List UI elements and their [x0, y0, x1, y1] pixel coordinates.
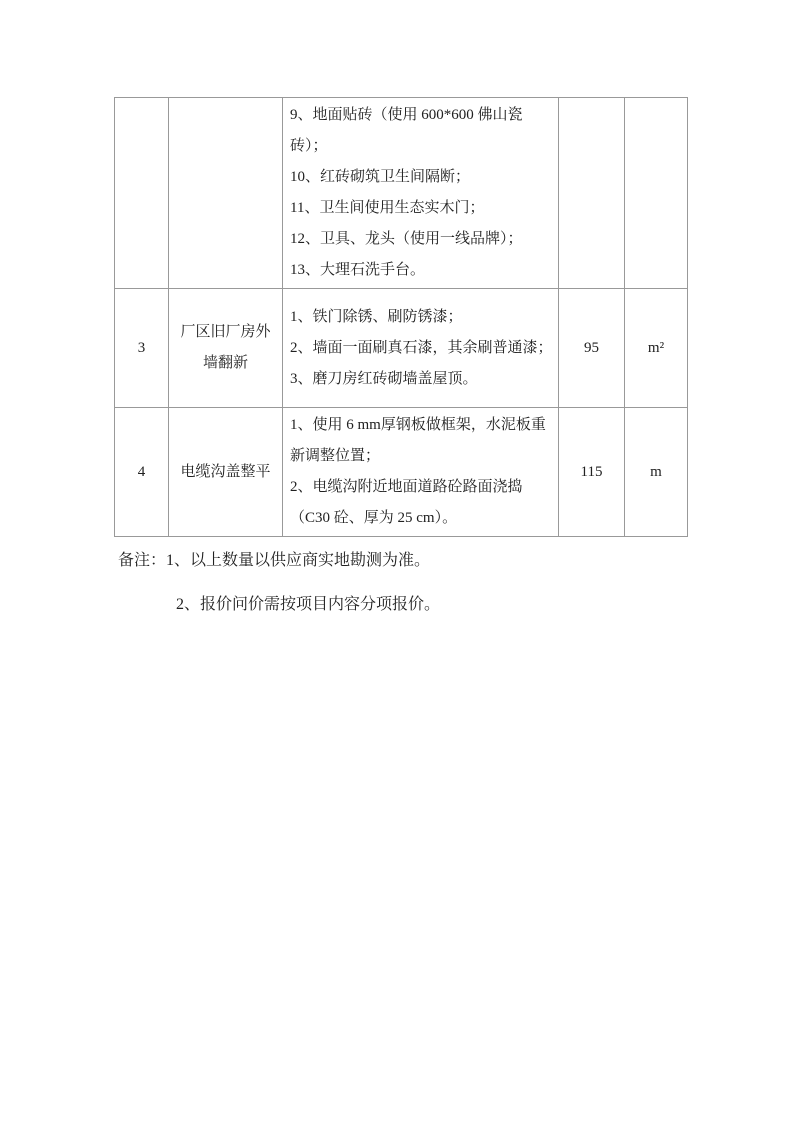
note-line: 2、报价问价需按项目内容分项报价。 — [176, 596, 441, 613]
cell-unit — [625, 98, 688, 289]
detail-line: 1、使用 6 mm厚钢板做框架，水泥板重新调整位置； — [290, 417, 546, 464]
detail-line: 3、磨刀房红砖砌墙盖屋顶。 — [290, 370, 478, 387]
detail-line: 10、红砖砌筑卫生间隔断； — [290, 169, 471, 185]
notes-block — [118, 549, 440, 617]
work-items-table — [114, 97, 688, 537]
detail-line: 2、墙面一面刷真石漆，其余刷普通漆； — [290, 339, 553, 356]
cell-quantity: 95 — [559, 289, 625, 408]
detail-line: 12、卫具、龙头（使用一线品牌）； — [290, 231, 523, 247]
cell-item — [169, 98, 283, 289]
detail-line: 9、地面贴砖（使用 600*600 佛山瓷砖）； — [290, 107, 523, 154]
cell-no — [115, 98, 169, 289]
note-line — [118, 549, 440, 573]
detail-line: 11、卫生间使用生态实木门； — [290, 200, 485, 216]
cell-no: 4 — [115, 408, 169, 537]
notes-label: 备注： — [118, 552, 167, 569]
cell-details — [283, 289, 559, 408]
cell-item: 电缆沟盖整平 — [169, 408, 283, 537]
cell-unit: m² — [625, 289, 688, 408]
cell-quantity — [559, 98, 625, 289]
cell-details — [283, 408, 559, 537]
cell-no: 3 — [115, 289, 169, 408]
cell-unit: m — [625, 408, 688, 537]
detail-line: 13、大理石洗手台。 — [290, 262, 426, 278]
cell-item: 厂区旧厂房外墙翻新 — [169, 289, 283, 408]
table-row-item-3 — [115, 289, 688, 408]
table-row-continuation — [115, 98, 688, 289]
table-row-item-4 — [115, 408, 688, 537]
cell-details — [283, 98, 559, 289]
detail-line: 2、电缆沟附近地面道路砼路面浇捣（C30 砼、厚为 25 cm）。 — [290, 479, 523, 526]
cell-quantity: 115 — [559, 408, 625, 537]
detail-line: 1、铁门除锈、刷防锈漆； — [290, 308, 463, 325]
note-text: 1、以上数量以供应商实地勘测为准。 — [166, 552, 431, 569]
